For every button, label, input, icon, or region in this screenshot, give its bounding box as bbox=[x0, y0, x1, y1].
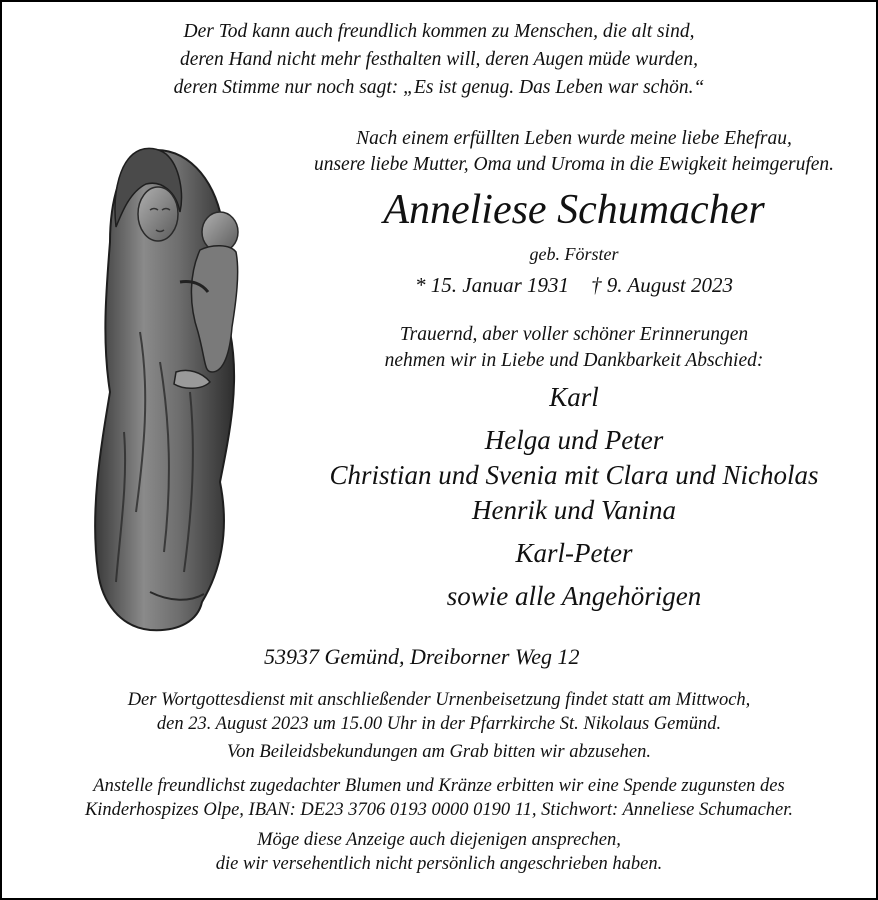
mourning-text bbox=[282, 322, 866, 374]
closing-line: die wir versehentlich nicht persönlich angeschrieben haben. bbox=[215, 854, 663, 874]
family-member: Helga und Peter bbox=[484, 425, 664, 455]
service-line: Der Wortgottesdienst mit anschließender Urnenbeisetzung findet statt am Mittwoch, bbox=[127, 690, 751, 710]
life-dates bbox=[282, 270, 866, 300]
mourning-line: nehmen wir in Liebe und Dankbarkeit Abschied: bbox=[384, 350, 764, 371]
quote-line: Der Tod kann auch freundlich kommen zu Menschen, die alt sind, bbox=[183, 21, 695, 42]
intro-line: unsere liebe Mutter, Oma und Uroma in die Ewigkeit heimgerufen. bbox=[313, 154, 835, 175]
donation-line: Kinderhospizes Olpe, IBAN: DE23 3706 0193 0000 0190 11, Stichwort: Anneliese Schumacher. bbox=[84, 800, 794, 820]
address: 53937 Gemünd, Dreiborner Weg 12 bbox=[264, 644, 580, 669]
family-member: Christian und Svenia mit Clara und Nicholas bbox=[329, 460, 819, 490]
deceased-name: Anneliese Schumacher bbox=[383, 187, 765, 233]
family-spouse: Karl bbox=[549, 382, 599, 412]
service-info bbox=[2, 688, 876, 736]
donation-info bbox=[2, 774, 876, 822]
condolence-note: Von Beileidsbekundungen am Grab bitten wir abzusehen. bbox=[227, 742, 651, 762]
quote-line: deren Hand nicht mehr festhalten will, deren Augen müde wurden, bbox=[180, 49, 698, 70]
closing-line: Möge diese Anzeige auch diejenigen ansprechen, bbox=[257, 830, 621, 850]
family-list bbox=[282, 380, 866, 614]
family-member: Karl-Peter bbox=[515, 538, 633, 568]
quote-line: deren Stimme nur noch sagt: „Es ist genug. Das Leben war schön.“ bbox=[173, 77, 705, 98]
intro-line: Nach einem erfüllten Leben wurde meine liebe Ehefrau, bbox=[356, 128, 792, 149]
birth-name: geb. Förster bbox=[529, 244, 619, 264]
death-date: † 9. August 2023 bbox=[591, 273, 733, 297]
birth-date: * 15. Januar 1931 bbox=[415, 273, 570, 297]
closing-note bbox=[2, 828, 876, 876]
opening-quote bbox=[2, 18, 876, 102]
intro-text bbox=[282, 126, 866, 178]
madonna-statue-image bbox=[80, 132, 280, 632]
family-relatives: sowie alle Angehörigen bbox=[446, 581, 702, 611]
donation-line: Anstelle freundlichst zugedachter Blumen und Kränze erbitten wir eine Spende zugunsten des bbox=[93, 776, 785, 796]
family-member: Henrik und Vanina bbox=[472, 495, 676, 525]
mourning-line: Trauernd, aber voller schöner Erinnerungen bbox=[399, 324, 749, 345]
service-line: den 23. August 2023 um 15.00 Uhr in der Pfarrkirche St. Nikolaus Gemünd. bbox=[156, 714, 722, 734]
